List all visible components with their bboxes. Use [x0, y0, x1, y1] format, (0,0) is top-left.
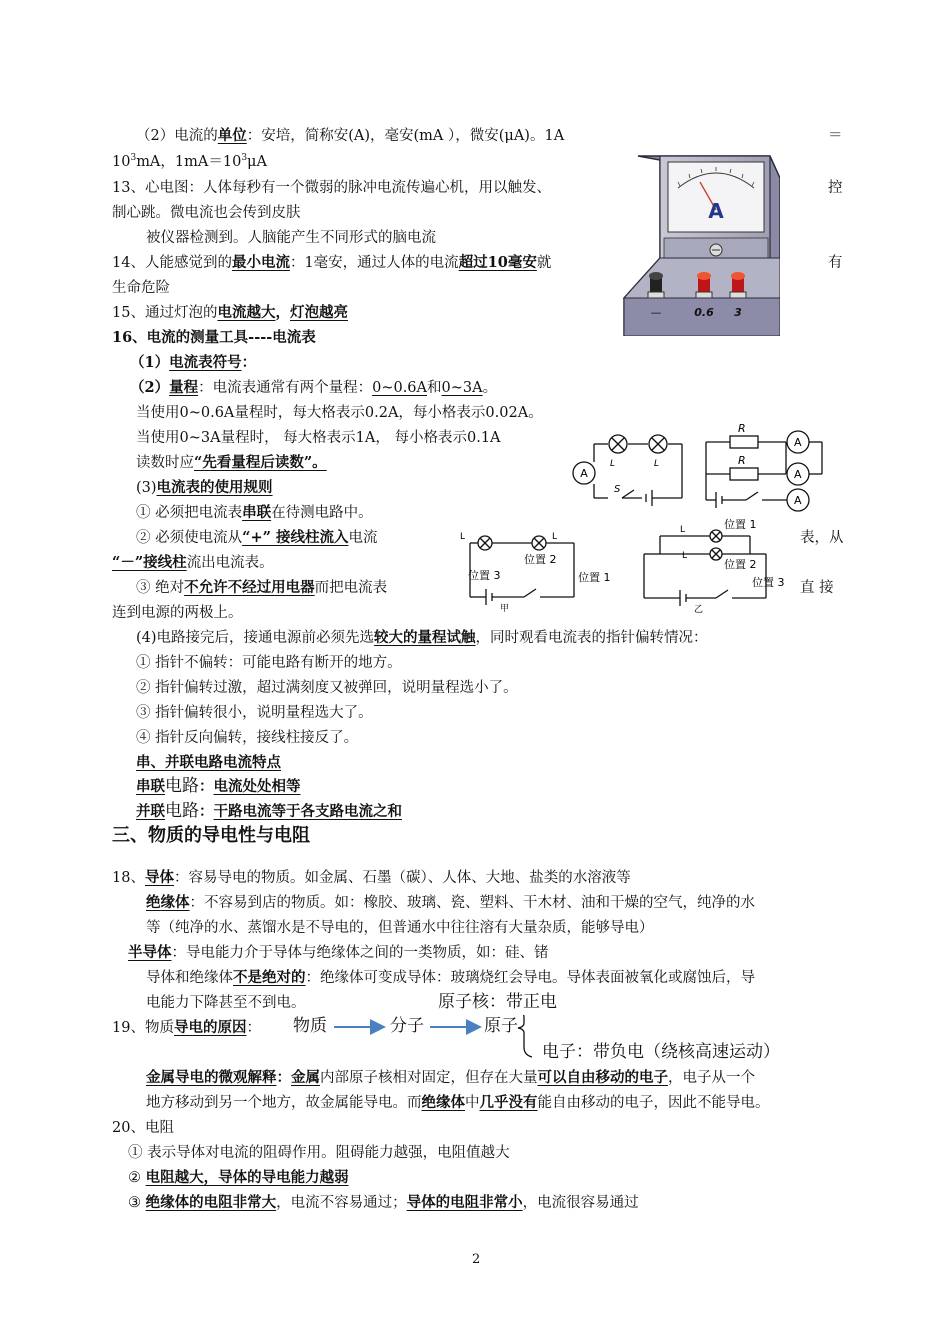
- min-current-tail: 有: [828, 255, 843, 271]
- nucleus-label: 原子核：带正电: [438, 992, 557, 1012]
- conductor-line: 18、导体：容易导电的物质。如金属、石墨（碳）、人体、大地、盐类的水溶液等: [112, 869, 631, 886]
- terminal-3: [730, 272, 746, 298]
- ammeter-symbol-line: （1）电流表符号：: [130, 354, 257, 371]
- svg-text:L: L: [460, 532, 466, 542]
- ecg-line-3: 被仪器检测到。人脑能产生不同形式的脑电流: [146, 230, 436, 246]
- reason-line: 19、物质导电的原因：: [112, 1019, 261, 1036]
- svg-text:L: L: [654, 459, 660, 469]
- rule-1: ① 必须把电流表串联在待测电路中。: [136, 504, 373, 521]
- min-current-line: 14、人能感觉到的最小电流：1毫安，通过人体的电流超过10毫安就: [112, 254, 552, 271]
- svg-text:L: L: [680, 525, 686, 535]
- svg-text:位置 2: 位置 2: [524, 553, 557, 566]
- svg-text:L: L: [682, 551, 688, 561]
- series-parallel-heading: 串、并联电路电流特点: [136, 754, 281, 771]
- series-ammeter-circuit: [570, 432, 690, 514]
- parallel-resistor-circuit: [700, 420, 830, 516]
- rule-2-tail: 表，从: [800, 530, 844, 546]
- resistance-1: ① 表示导体对电流的阻碍作用。阻碍能力越强，电阻值越大: [128, 1145, 510, 1161]
- parallel-rule: 并联电路：干路电流等于各支路电流之和: [136, 801, 402, 821]
- svg-text:—: —: [650, 306, 662, 319]
- semiconductor-line: 半导体：导电能力介于导体与绝缘体之间的一类物质，如：硅、锗: [128, 944, 549, 961]
- circuit-jia: [456, 525, 616, 615]
- insulator-line-2: 等（纯净的水、蒸馏水是不导电的，但普通水中往往溶有大量杂质，能够导电）: [146, 920, 654, 936]
- insulator-line: 绝缘体：不容易到店的物质。如：橡胶、玻璃、瓷、塑料、干木材、油和干燥的空气，纯净的水: [146, 894, 755, 911]
- rule-4: (4)电路接完后，接通电源前必须先选较大的量程试触，同时观看电流表的指针偏转情况：: [136, 629, 708, 646]
- electron-label: 电子：带负电（绕核高速运动）: [542, 1042, 780, 1062]
- svg-text:A: A: [794, 494, 802, 507]
- range-line: （2）量程：电流表通常有两个量程：0~0.6A和0~3A。: [130, 379, 498, 396]
- case-4: ④ 指针反向偏转，接线柱接反了。: [136, 730, 359, 746]
- rules-heading: (3)电流表的使用规则: [136, 479, 273, 496]
- unit-line: （2）电流的单位：安培，简称安(A)，毫安(mA ），微安(μA)。1A: [136, 127, 565, 144]
- micro-line-2: 地方移动到另一个地方，故金属能导电。而绝缘体中几乎没有能自由移动的电子，因此不能导电。: [146, 1094, 770, 1111]
- range-06-line: 当使用0~0.6A量程时，每大格表示0.2A，每小格表示0.02A。: [136, 405, 543, 421]
- svg-text:A: A: [580, 467, 588, 480]
- svg-text:甲: 甲: [500, 604, 510, 614]
- terminal-minus: [648, 272, 664, 298]
- ammeter-illustration: [620, 148, 780, 336]
- rule-3: ③ 绝对不允许不经过用电器而把电流表: [136, 579, 388, 596]
- substance-word: 物质: [293, 1016, 327, 1036]
- svg-text:R: R: [738, 454, 746, 467]
- svg-text:位置 3: 位置 3: [468, 569, 501, 582]
- rule-3-tail: 直 接: [800, 580, 834, 596]
- resistance-heading: 20、电阻: [112, 1120, 174, 1136]
- bulb-line: 15、通过灯泡的电流越大，灯泡越亮: [112, 304, 348, 321]
- svg-text:R: R: [738, 422, 746, 435]
- svg-text:位置 1: 位置 1: [578, 571, 611, 584]
- terminal-06: [696, 272, 712, 298]
- not-absolute-line: 导体和绝缘体不是绝对的：绝缘体可变成导体：玻璃烧红会导电。导体表面被氧化或腐蚀后，导: [146, 969, 755, 986]
- rule-3-cont: 连到电源的两极上。: [112, 605, 243, 621]
- svg-text:位置 2: 位置 2: [724, 558, 757, 571]
- svg-text:L: L: [610, 459, 616, 469]
- resistance-2: ② 电阻越大，导体的导电能力越弱: [128, 1169, 349, 1186]
- range-3-line: 当使用0~3A量程时， 每大格表示1A， 每小格表示0.1A: [136, 430, 501, 446]
- micro-line: 金属导电的微观解释：金属内部原子核相对固定，但存在大量可以自由移动的电子，电子从一个: [146, 1069, 755, 1086]
- svg-text:位置 3: 位置 3: [752, 576, 785, 589]
- case-2: ② 指针偏转过激，超过满刻度又被弹回，说明量程选小了。: [136, 680, 518, 696]
- ecg-line-2: 制心跳。微电流也会传到皮肤: [112, 205, 301, 221]
- not-absolute-line-2: 电能力下降甚至不到电。: [146, 995, 306, 1011]
- case-1: ① 指针不偏转：可能电路有断开的地方。: [136, 655, 402, 671]
- reading-line: 读数时应“先看量程后读数”。: [136, 454, 327, 471]
- series-rule: 串联电路：电流处处相等: [136, 776, 301, 796]
- svg-text:A: A: [794, 468, 802, 481]
- brace: [518, 1015, 532, 1057]
- resistance-3: ③ 绝缘体的电阻非常大，电流不容易通过；导体的电阻非常小，电流很容易通过: [128, 1194, 639, 1211]
- page-number: 2: [472, 1252, 481, 1267]
- svg-text:位置 1: 位置 1: [724, 518, 757, 531]
- svg-text:S: S: [614, 484, 621, 495]
- case-3: ③ 指针偏转很小，说明量程选大了。: [136, 705, 373, 721]
- section-title: 三、物质的导电性与电阻: [112, 825, 310, 846]
- molecule-word: 分子: [390, 1016, 424, 1036]
- meter-face-letter: A: [708, 199, 724, 223]
- svg-text:L: L: [552, 532, 558, 542]
- rule-2-cont: “－”接线柱流出电流表。: [112, 554, 274, 571]
- unit-eq: ＝: [828, 128, 843, 144]
- svg-text:3: 3: [734, 306, 742, 319]
- conduction-arrows: [330, 1015, 550, 1061]
- atom-word: 原子: [484, 1016, 518, 1036]
- ammeter-heading: 16、电流的测量工具----电流表: [112, 329, 316, 346]
- svg-text:A: A: [794, 436, 802, 449]
- unit-conversion: $10^3mA$，$1mA=10^3\mu A$: [112, 153, 267, 170]
- min-current-line-2: 生命危险: [112, 280, 170, 296]
- svg-text:乙: 乙: [694, 605, 704, 614]
- ecg-line: 13、心电图：人体每秒有一个微弱的脉冲电流传遍心机，用以触发、: [112, 180, 551, 196]
- ecg-tail: 控: [828, 180, 843, 196]
- svg-text:0.6: 0.6: [694, 306, 714, 319]
- rule-2: ② 必须使电流从“+” 接线柱流入电流: [136, 529, 378, 546]
- circuit-yi: [640, 514, 800, 614]
